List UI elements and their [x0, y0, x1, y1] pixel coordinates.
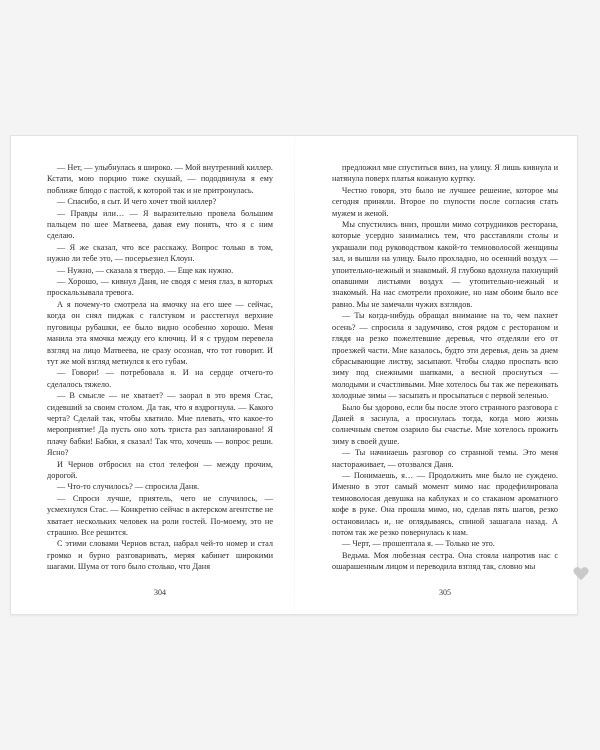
page-number-right: 305 — [439, 588, 451, 597]
right-paragraph: — Ты когда-нибудь обращал внимание на то, чем пахнет осень? — спросила я задумчиво, стоя рядом с рестораном и глядя на резко пожелтевшие деревья, что отделяли его от проезжей части. Мне казалось, будто эти деревья, день за днем сбрасывающие листву, засыпают. Чтобы сладко проспать всю зиму под снежными шапками, а весной проснуться — молодыми и счастливыми. Мне хотелось бы так же переживать холодные зимы — засыпать и просыпаться с первой зеленью. — [332, 311, 558, 401]
heart-icon[interactable] — [573, 566, 589, 581]
left-paragraph: — Я же сказал, что все расскажу. Вопрос только в том, нужно ли тебе это, — посерьезнел Клоун. — [47, 242, 273, 264]
right-paragraph: — Понимаешь, я… — Продолжить мне было не суждено. Именно в этот самый момент мимо нас продефилировала темноволосая девушка на каблуках и со стаканом ароматного кофе в руке. Она прошла мимо, но, сделав пять шагов, резко остановилась и, не оглядываясь, спиной зашагала назад. А потом так же резко повернулась к нам. — [332, 470, 558, 537]
left-paragraph: И Чернов отбросил на стол телефон — между прочим, дорогой. — [47, 459, 273, 480]
right-paragraph: — Черт, — прошептала я. — Только не это. — [342, 539, 495, 549]
right-paragraph: — Ты начинаешь разговор со странной темы. Это меня настораживает, — отозвался Даня. — [332, 448, 558, 469]
left-paragraph: — Говори! — потребовала я. И на сердце отчего-то сделалось тяжело. — [47, 368, 273, 389]
heart-icon-shape — [574, 567, 589, 580]
left-paragraph: — Спасибо, я сыт. И чего хочет твой киллер? — [57, 197, 217, 207]
right-paragraph: предложил мне спуститься вниз, на улицу. Я лишь кивнула и натянула поверх платья кожаную куртку. — [332, 163, 558, 184]
book-spread — [10, 135, 578, 615]
book-gutter — [294, 136, 295, 614]
left-paragraph: — Нет, — улыбнулась я широко. — Мой внутренний киллер. Кстати, мою порцию тоже скушай, — пододвинула я ему поближе блюдо с пастой, к которой так и не притронулась. — [47, 163, 273, 195]
left-paragraph: — Нужно, — сказала я твердо. — Еще как нужно. — [57, 265, 234, 275]
right-paragraph: Было бы здорово, если бы после этого странного разговора с Даней я заснула, а проснулась тогда, когда мою жизнь солнечным светом озарило бы счастье. Мне хотелось прожить зиму в своей душе. — [332, 402, 558, 446]
left-paragraph: — Спроси лучше, приятель, чего не случилось, — усмехнулся Стас. — Конкретно сейчас в актерском агентстве не хватает нескольких человек на роли гостей. По-моему, это не страшно. Все решится. — [47, 493, 273, 537]
right-paragraph: Мы спустились вниз, прошли мимо сотрудников ресторана, которые усердно занимались тем, что расставляли столы и украшали под руководством какой-то темноволосой женщины зал, и вышли на улицу. Было прохладно, но осенний воздух — упоительно-нежный и знакомый. Я глубоко вдохнула пахнущий опавшими листьями воздух — утопительно-нежный и знакомый. На нас смотрели прохожие, но нам обоим было все равно. Мы не замечали чужих взглядов. — [332, 220, 558, 309]
left-page — [47, 162, 273, 573]
left-paragraph: — Правды или… — Я выразительно провела большим пальцем по шее Матвеева, давая ему понять, что я с ним сделаю. — [47, 208, 273, 241]
left-paragraph: — В смысле — не хватает? — заорал в это время Стас, сидевший за своим столом. Да так, что я вздрогнула. — Какого черта? Сделай так, чтобы хватило. Мне плевать, что какое-то мероприятие! Да пусть оно хоть триста раз запланировано! Я плачу бабки! Бабки, я сказал! Так что, хочешь — вопрос реши. Ясно? — [47, 391, 273, 458]
left-paragraph: А я почему-то смотрела на ямочку на его шее — сейчас, когда он снял пиджак с галстуком и расстегнул верхние пуговицы рубашки, ее было видно особенно хорошо. Меня манила эта ямочка между его ключиц. И я с трудом перевела взгляд на лицо Матвеева, не сразу осознав, что тот говорит. И тут же мой взгляд метнулся к его губам. — [47, 299, 273, 366]
right-paragraph: Ведьма. Моя любезная сестра. Она стояла напротив нас с ошарашенным лицом и переводила взгляд так, словно мы — [332, 550, 558, 572]
right-paragraph: Честно говоря, это было не лучшее решение, которое мы сегодня приняли. Второе по глупости после согласия стать мужем и женой. — [332, 185, 558, 218]
right-page — [332, 162, 558, 573]
left-paragraph: — Хорошо, — кивнул Даня, не сводя с меня глаз, в которых проскальзывала тревога. — [47, 277, 273, 298]
left-paragraph: — Что-то случилось? — спросила Даня. — [57, 482, 200, 492]
page-number-left: 304 — [154, 588, 166, 597]
left-paragraph: С этими словами Чернов встал, набрал чей-то номер и стал громко и бурно разговаривать, меряя кабинет широкими шагами. Шума от того было столько, что Даня — [47, 539, 273, 572]
